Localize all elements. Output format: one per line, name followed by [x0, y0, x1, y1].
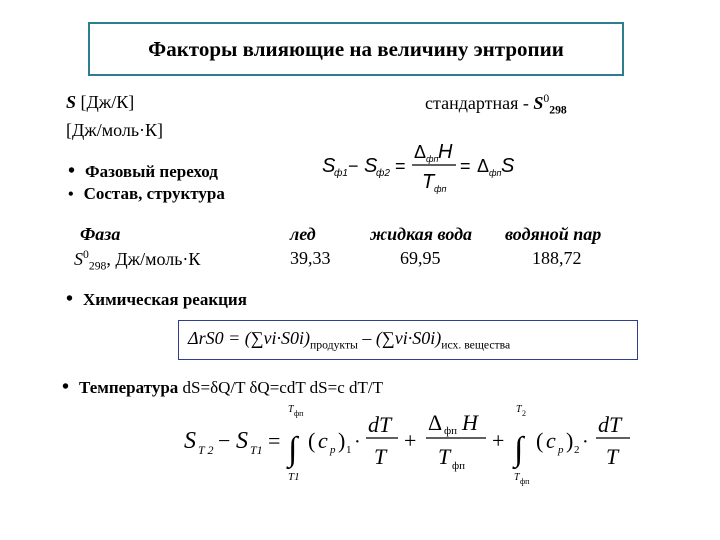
- svg-text:ф1: ф1: [334, 168, 348, 179]
- svg-text:фп: фп: [489, 168, 502, 178]
- phase-col-ice: лед: [290, 224, 316, 244]
- bullet-dot: •: [62, 376, 70, 398]
- standard-entropy-label: стандартная - $S^0_{298}$: [425, 92, 567, 117]
- svg-text:+: +: [404, 428, 417, 453]
- svg-text:фп: фп: [452, 460, 466, 472]
- svg-text:·: ·: [354, 431, 361, 453]
- svg-text:Δ: Δ: [428, 410, 443, 435]
- phase-row-label: $S^0_{298}$, Дж/моль·К: [74, 248, 201, 273]
- svg-text:2: 2: [574, 444, 580, 456]
- svg-text:S: S: [364, 155, 378, 177]
- svg-text:1: 1: [346, 444, 352, 456]
- entropy-unit-line-2: [Дж/моль·К]: [66, 120, 164, 140]
- svg-text:T: T: [422, 171, 435, 193]
- svg-text:∫: ∫: [514, 431, 524, 468]
- svg-text:): ): [338, 428, 346, 453]
- svg-text:H: H: [462, 410, 478, 435]
- svg-text:T: T: [514, 472, 520, 483]
- svg-text:−: −: [218, 428, 231, 453]
- svg-text:фп: фп: [520, 477, 530, 486]
- svg-text:фп: фп: [294, 409, 304, 418]
- svg-text:+: +: [492, 428, 505, 453]
- phase-value-vapor: 188,72: [532, 248, 582, 268]
- svg-text:T: T: [516, 404, 522, 415]
- svg-text:S: S: [236, 428, 248, 454]
- svg-text:c: c: [546, 428, 556, 453]
- phase-value-ice: 39,33: [290, 248, 331, 268]
- svg-text:(: (: [308, 428, 316, 453]
- svg-text:Δ: Δ: [414, 142, 427, 162]
- svg-text:c: c: [318, 428, 328, 453]
- svg-text:фп: фп: [426, 154, 439, 164]
- svg-text:Δ: Δ: [477, 156, 490, 176]
- svg-text:T: T: [438, 444, 451, 469]
- bullet-chemical-reaction: • Химическая реакция: [66, 288, 247, 310]
- svg-text:T: T: [288, 404, 294, 415]
- bullet-phase-transition: • Фазовый переход: [68, 160, 218, 182]
- svg-text:p: p: [558, 444, 564, 456]
- svg-text:∫: ∫: [288, 431, 298, 468]
- bullet-composition: • Состав, структура: [68, 184, 225, 203]
- svg-text:=: =: [395, 156, 406, 176]
- svg-text:T 2: T 2: [198, 443, 214, 457]
- phase-transition-formula: [320, 136, 520, 198]
- phase-col-vapor: водяной пар: [505, 224, 602, 244]
- svg-text:·: ·: [582, 431, 589, 453]
- svg-text:S: S: [184, 428, 196, 454]
- svg-text:p: p: [330, 444, 336, 456]
- entropy-unit-line-1: [66, 92, 134, 113]
- svg-text:−: −: [348, 156, 359, 176]
- svg-text:S: S: [501, 155, 515, 177]
- svg-text:T: T: [606, 444, 619, 469]
- svg-text:dT: dT: [368, 412, 392, 437]
- svg-text:): ): [566, 428, 574, 453]
- svg-text:H: H: [438, 141, 453, 163]
- entropy-symbol: S: [66, 92, 77, 112]
- svg-text:T1: T1: [250, 443, 263, 457]
- phase-header-label: Фаза: [80, 224, 121, 244]
- slide-title: Факторы влияющие на величину энтропии: [148, 36, 564, 61]
- svg-text:dT: dT: [598, 412, 622, 437]
- svg-text:=: =: [460, 156, 471, 176]
- phase-col-water: жидкая вода: [370, 224, 473, 244]
- svg-text:=: =: [268, 428, 281, 453]
- phase-value-water: 69,95: [400, 248, 441, 268]
- bullet-temperature: • Температура dS=δQ/T δQ=cdT dS=c dT/T: [62, 376, 383, 398]
- bullet-dot: •: [68, 160, 76, 182]
- temperature-integral-formula: [180, 400, 660, 490]
- svg-text:T: T: [374, 444, 387, 469]
- svg-text:2: 2: [522, 409, 526, 418]
- svg-text:T1: T1: [288, 471, 300, 483]
- slide-title-box: [88, 22, 624, 76]
- bullet-dot: •: [66, 288, 74, 310]
- reaction-entropy-formula: $\Delta rS0 = (\sum\nu i\cdot S0i)_{продукты} - (\sum\nu i\cdot S0i)_{исх. вещества}$: [188, 328, 511, 352]
- svg-text:фп: фп: [434, 184, 447, 194]
- svg-text:фп: фп: [444, 425, 458, 437]
- bullet-dot: •: [68, 186, 74, 203]
- svg-text:(: (: [536, 428, 544, 453]
- svg-text:S: S: [322, 155, 336, 177]
- entropy-unit-jk: [Дж/К]: [80, 92, 135, 112]
- svg-text:ф2: ф2: [376, 168, 390, 179]
